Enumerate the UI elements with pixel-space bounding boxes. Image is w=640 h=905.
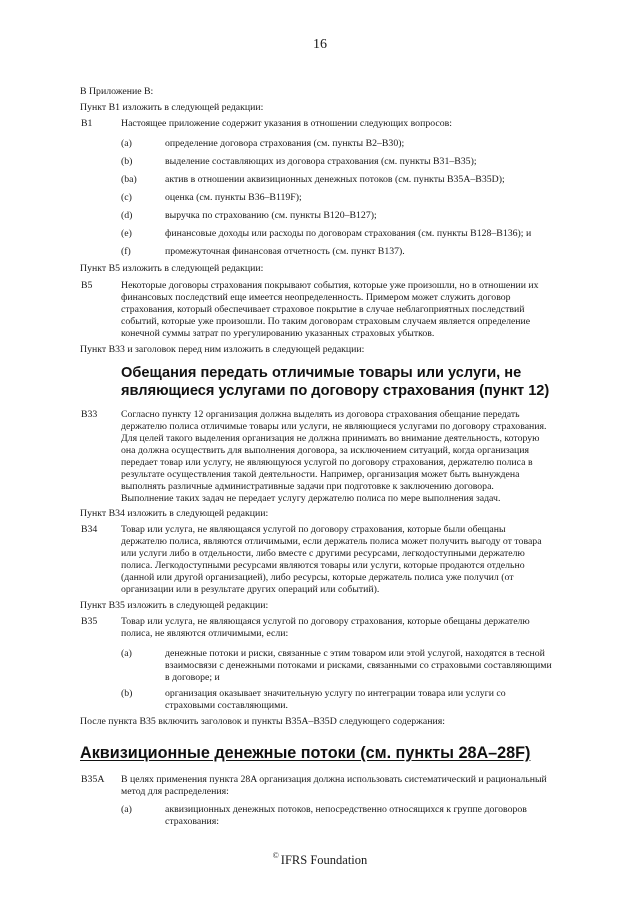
list-item: выделение составляющих из договора страхования (см. пункты B31–B35); xyxy=(165,156,477,167)
paragraph-b33-line: держателю полиса отличимые товары или услуги, не являющиеся услугами по договору страхования. xyxy=(121,421,547,432)
list-label: (b) xyxy=(121,688,133,699)
section-heading-line: Обещания передать отличимые товары или услуги, не xyxy=(121,365,522,381)
paragraph-b35a-line: метод для распределения: xyxy=(121,786,229,797)
paragraph-b34-line: (данной или другой организацией), либо ресурсы, которые держатель полиса уже получил (от xyxy=(121,572,514,583)
appendix-intro: В Приложение В: xyxy=(80,86,154,97)
paragraph-b33-line: она должна осуществить для выполнения договора, за исключением ситуаций, когда организация xyxy=(121,445,530,456)
paragraph-b33-line: передает товар или услугу, не являющуюся услугой по договору страхования, держателю полиса в xyxy=(121,457,533,468)
list-item-line: денежные потоки и риски, связанные с этим товаром или этой услугой, находятся в тесной xyxy=(165,648,545,659)
instruction-b33: Пункт B33 и заголовок перед ним изложить в следующей редакции: xyxy=(80,344,365,355)
instruction-after-b35: После пункта B35 включить заголовок и пункты B35A–B35D следующего содержания: xyxy=(80,716,445,727)
list-label: (a) xyxy=(121,138,132,149)
paragraph-number-b33: B33 xyxy=(81,409,98,420)
paragraph-b5-line: событий, которые уже произошли. По таким договорам страховым случаем является определение xyxy=(121,316,531,327)
instruction-b35: Пункт B35 изложить в следующей редакции: xyxy=(80,600,269,611)
list-item-line: страхования: xyxy=(165,816,219,827)
paragraph-b1-text: Настоящее приложение содержит указания в отношении следующих вопросов: xyxy=(121,118,452,129)
list-item: актив в отношении аквизиционных денежных потоков (см. пункты B35A–B35D); xyxy=(165,174,505,185)
paragraph-b33-line: выполнять различные административные задачи при подготовке к заключению договора. xyxy=(121,481,494,492)
instruction-b1: Пункт B1 изложить в следующей редакции: xyxy=(80,102,264,113)
paragraph-number-b1: B1 xyxy=(81,118,93,129)
paragraph-b34-line: организации или в результате других операций или событий). xyxy=(121,584,380,595)
list-item-line: взаимосвязи с денежными потоками и рисками, связанными со страховыми составляющими xyxy=(165,660,552,671)
paragraph-b5-line: Некоторые договоры страхования покрывают события, которые уже произошли, но в отношении их xyxy=(121,280,539,291)
paragraph-b34-line: Товар или услуга, не являющаяся услугой по договору страхования, которые были обещаны xyxy=(121,524,506,535)
page-number: 16 xyxy=(313,37,327,52)
list-label: (d) xyxy=(121,210,133,221)
paragraph-b35a-line: В целях применения пункта 28A организация должна использовать систематический и рациональный xyxy=(121,774,547,785)
list-label: (b) xyxy=(121,156,133,167)
list-item: промежуточная финансовая отчетность (см. пункт B137). xyxy=(165,246,405,257)
paragraph-b33-line: результате осуществления такой деятельности. Например, организация может быть вынуждена xyxy=(121,469,520,480)
paragraph-b5-line: страхования, который обеспечивает страховое покрытие в случае неблагоприятных последствий xyxy=(121,304,525,315)
list-label: (c) xyxy=(121,192,132,203)
footer xyxy=(0,851,640,868)
list-item-line: страховыми составляющими. xyxy=(165,700,288,711)
paragraph-number-b34: B34 xyxy=(81,524,98,535)
copyright-symbol: © xyxy=(272,851,279,860)
paragraph-b5-line: финансовых последствий еще имеется неопределенность. Примером может служить договор xyxy=(121,292,511,303)
section-heading: Аквизиционные денежные потоки (см. пункты 28A–28F) xyxy=(80,744,531,762)
list-item: оценка (см. пункты B36–B119F); xyxy=(165,192,302,203)
paragraph-number-b5: B5 xyxy=(81,280,93,291)
section-heading-line: являющиеся услугами по договору страхования (пункт 12) xyxy=(121,383,550,399)
paragraph-b33-line: Согласно пункту 12 организация должна выделять из договора страхования обещание передать xyxy=(121,409,520,420)
paragraph-number-b35a: B35A xyxy=(81,774,105,785)
paragraph-b34-line: держателю полиса, являются отличимыми, если держатель полиса может получить выгоду от товара xyxy=(121,536,542,547)
list-label: (a) xyxy=(121,648,132,659)
list-item: определение договора страхования (см. пункты B2–B30); xyxy=(165,138,405,149)
paragraph-b35-line: Товар или услуга, не являющаяся услугой по договору страхования, которые обещаны держателю xyxy=(121,616,530,627)
list-label: (e) xyxy=(121,228,132,239)
list-item-line: аквизиционных денежных потоков, непосредственно относящихся к группе договоров xyxy=(165,804,527,815)
list-item: выручка по страхованию (см. пункты B120–B127); xyxy=(165,210,377,221)
list-label: (a) xyxy=(121,804,132,815)
instruction-b5: Пункт B5 изложить в следующей редакции: xyxy=(80,263,264,274)
list-label: (f) xyxy=(121,246,131,257)
list-item: финансовые доходы или расходы по договорам страхования (см. пункты B128–B136); и xyxy=(165,228,532,239)
list-item-line: организация оказывает значительную услугу по интеграции товара или услуги со xyxy=(165,688,506,699)
paragraph-b33-line: Выполнение таких задач не передает услугу держателю полиса по мере выполнения задач. xyxy=(121,493,501,504)
paragraph-b34-line: или услуги либо в отдельности, либо вместе с другими ресурсами, легкодоступными держателю xyxy=(121,548,525,559)
footer-text: IFRS Foundation xyxy=(280,853,368,867)
instruction-b34: Пункт B34 изложить в следующей редакции: xyxy=(80,508,269,519)
paragraph-b5-line: конечной суммы затрат по урегулированию указанных страховых убытков. xyxy=(121,328,435,339)
list-item-line: в договоре; и xyxy=(165,672,220,683)
paragraph-number-b35: B35 xyxy=(81,616,98,627)
list-label: (ba) xyxy=(121,174,137,185)
paragraph-b33-line: Для целей такого выделения организация не должна принимать во внимание деятельность, которую xyxy=(121,433,540,444)
paragraph-b35-line: полиса, не являются отличимыми, если: xyxy=(121,628,289,639)
paragraph-b34-line: полиса. Легкодоступными ресурсами являются товары или услуги, которые продаются отдельно xyxy=(121,560,525,571)
